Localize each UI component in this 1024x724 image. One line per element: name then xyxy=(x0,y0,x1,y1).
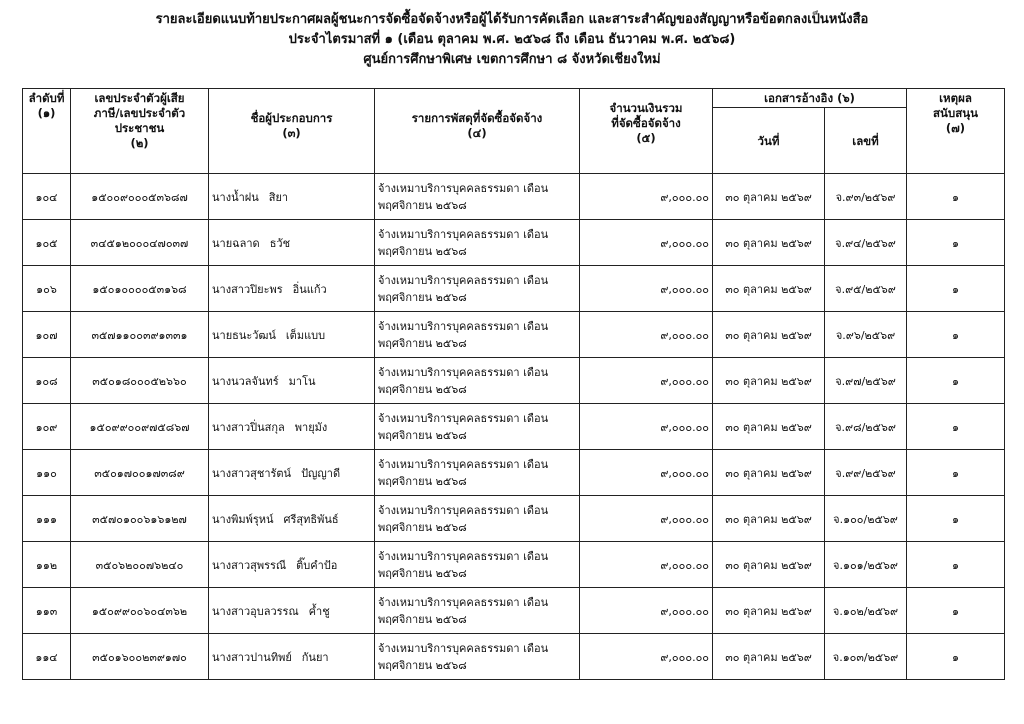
table-row xyxy=(23,588,1005,634)
vendor-last-name: อิ่นแก้ว xyxy=(292,282,327,296)
header-amount: จำนวนเงินรวม ที่จัดซื้อจัดจ้าง (๕) xyxy=(580,89,713,174)
item-line-1: จ้างเหมาบริการบุคคลธรรมดา เดือน xyxy=(378,181,549,195)
amount: ๙,๐๐๐.๐๐ xyxy=(580,450,713,496)
vendor-last-name: สิยา xyxy=(268,190,289,204)
reference-number: จ.๑๐๓/๒๕๖๙ xyxy=(825,634,907,680)
item-line-1: จ้างเหมาบริการบุคคลธรรมดา เดือน xyxy=(378,411,549,425)
amount: ๙,๐๐๐.๐๐ xyxy=(580,588,713,634)
vendor-name xyxy=(209,174,375,220)
title-line-1: รายละเอียดแนบท้ายประกาศผลผู้ชนะการจัดซื้อจัดจ้างหรือผู้ได้รับการคัดเลือก และสาระสำคัญของสัญญาหรือข้อตกลงเป็นหนังสือ xyxy=(155,12,869,27)
document-heading xyxy=(0,10,1024,70)
item-line-2: พฤศจิกายน ๒๕๖๘ xyxy=(378,290,467,304)
vendor-name xyxy=(209,542,375,588)
table-row xyxy=(23,358,1005,404)
vendor-last-name: ปัญญาดี xyxy=(301,466,341,480)
vendor-first-name: นายธนะวัฒน์ xyxy=(212,328,276,342)
reason-code: ๑ xyxy=(907,266,1005,312)
reference-number: จ.๑๐๐/๒๕๖๙ xyxy=(825,496,907,542)
vendor-first-name: นางสาวสุพรรณี xyxy=(212,558,287,572)
procurement-item xyxy=(375,312,580,358)
row-number: ๑๐๘ xyxy=(23,358,71,404)
tax-id: ๓๕๐๑๘๐๐๐๕๒๖๖๐ xyxy=(71,358,209,404)
reason-code: ๑ xyxy=(907,358,1005,404)
vendor-name xyxy=(209,588,375,634)
item-line-2: พฤศจิกายน ๒๕๖๘ xyxy=(378,612,467,626)
row-number: ๑๑๓ xyxy=(23,588,71,634)
row-number: ๑๐๕ xyxy=(23,220,71,266)
amount: ๙,๐๐๐.๐๐ xyxy=(580,174,713,220)
reason-code: ๑ xyxy=(907,404,1005,450)
reference-number: จ.๙๙/๒๕๖๙ xyxy=(825,450,907,496)
vendor-name xyxy=(209,496,375,542)
reference-date: ๓๐ ตุลาคม ๒๕๖๙ xyxy=(713,634,825,680)
vendor-last-name: พายุมัง xyxy=(294,420,328,434)
header-ref-no: เลขที่ xyxy=(825,108,907,174)
table-row xyxy=(23,266,1005,312)
item-line-2: พฤศจิกายน ๒๕๖๘ xyxy=(378,198,467,212)
vendor-name xyxy=(209,404,375,450)
vendor-last-name: กันยา xyxy=(301,650,329,664)
row-number: ๑๐๗ xyxy=(23,312,71,358)
vendor-first-name: นางพิมพ์รุหน์ xyxy=(212,512,274,526)
amount: ๙,๐๐๐.๐๐ xyxy=(580,358,713,404)
vendor-last-name: ติ๊บคำปัอ xyxy=(296,558,338,572)
tax-id: ๓๔๕๑๒๐๐๐๔๗๐๓๗ xyxy=(71,220,209,266)
tax-id: ๑๕๐๑๐๐๐๐๕๓๑๖๘ xyxy=(71,266,209,312)
procurement-item xyxy=(375,266,580,312)
reference-number: จ.๙๓/๒๕๖๙ xyxy=(825,174,907,220)
reason-code: ๑ xyxy=(907,220,1005,266)
procurement-item xyxy=(375,634,580,680)
vendor-last-name: ศรีสุทธิพันธ์ xyxy=(283,512,339,526)
reference-date: ๓๐ ตุลาคม ๒๕๖๙ xyxy=(713,220,825,266)
tax-id: ๓๕๐๖๒๐๐๗๖๒๔๐ xyxy=(71,542,209,588)
reference-number: จ.๙๗/๒๕๖๙ xyxy=(825,358,907,404)
reason-code: ๑ xyxy=(907,634,1005,680)
row-number: ๑๑๐ xyxy=(23,450,71,496)
vendor-first-name: นางสาวสุชารัตน์ xyxy=(212,466,292,480)
procurement-table xyxy=(22,88,1005,680)
procurement-item xyxy=(375,404,580,450)
item-line-2: พฤศจิกายน ๒๕๖๘ xyxy=(378,474,467,488)
amount: ๙,๐๐๐.๐๐ xyxy=(580,312,713,358)
item-line-2: พฤศจิกายน ๒๕๖๘ xyxy=(378,244,467,258)
item-line-1: จ้างเหมาบริการบุคคลธรรมดา เดือน xyxy=(378,365,549,379)
amount: ๙,๐๐๐.๐๐ xyxy=(580,496,713,542)
title-line-2: ประจำไตรมาสที่ ๑ (เดือน ตุลาคม พ.ศ. ๒๕๖๘ ถึง เดือน ธันวาคม พ.ศ. ๒๕๖๘) xyxy=(288,32,736,47)
procurement-item xyxy=(375,496,580,542)
reference-date: ๓๐ ตุลาคม ๒๕๖๙ xyxy=(713,358,825,404)
vendor-first-name: นางนวลจันทร์ xyxy=(212,374,279,388)
reference-date: ๓๐ ตุลาคม ๒๕๖๙ xyxy=(713,450,825,496)
procurement-item xyxy=(375,450,580,496)
vendor-last-name: เต็มแบบ xyxy=(285,328,326,342)
amount: ๙,๐๐๐.๐๐ xyxy=(580,404,713,450)
reference-date: ๓๐ ตุลาคม ๒๕๖๙ xyxy=(713,496,825,542)
title-line-3: ศูนย์การศึกษาพิเศษ เขตการศึกษา ๘ จังหวัดเชียงใหม่ xyxy=(363,52,661,67)
table-row xyxy=(23,220,1005,266)
item-line-2: พฤศจิกายน ๒๕๖๘ xyxy=(378,520,467,534)
procurement-item xyxy=(375,174,580,220)
amount: ๙,๐๐๐.๐๐ xyxy=(580,634,713,680)
vendor-first-name: นายฉลาด xyxy=(212,236,260,250)
tax-id: ๓๕๗๐๑๐๐๖๑๖๑๒๗ xyxy=(71,496,209,542)
table-row xyxy=(23,634,1005,680)
vendor-name xyxy=(209,358,375,404)
reference-number: จ.๑๐๑/๒๕๖๙ xyxy=(825,542,907,588)
item-line-1: จ้างเหมาบริการบุคคลธรรมดา เดือน xyxy=(378,549,549,563)
reason-code: ๑ xyxy=(907,174,1005,220)
vendor-first-name: นางน้ำฝน xyxy=(212,190,259,204)
item-line-1: จ้างเหมาบริการบุคคลธรรมดา เดือน xyxy=(378,641,549,655)
table-header xyxy=(23,89,1005,174)
header-item: รายการพัสดุที่จัดซื้อจัดจ้าง (๔) xyxy=(375,89,580,174)
reference-number: จ.๙๕/๒๕๖๙ xyxy=(825,266,907,312)
reason-code: ๑ xyxy=(907,542,1005,588)
amount: ๙,๐๐๐.๐๐ xyxy=(580,542,713,588)
reference-number: จ.๑๐๒/๒๕๖๙ xyxy=(825,588,907,634)
vendor-first-name: นางสาวปิยะพร xyxy=(212,282,283,296)
table-row xyxy=(23,404,1005,450)
row-number: ๑๐๖ xyxy=(23,266,71,312)
procurement-item xyxy=(375,220,580,266)
reference-number: จ.๙๖/๒๕๖๙ xyxy=(825,312,907,358)
tax-id: ๓๕๐๑๗๐๐๑๗๓๘๙ xyxy=(71,450,209,496)
amount: ๙,๐๐๐.๐๐ xyxy=(580,266,713,312)
table-body xyxy=(23,174,1005,680)
tax-id: ๑๕๐๐๙๐๐๐๕๓๖๘๗ xyxy=(71,174,209,220)
table-row xyxy=(23,450,1005,496)
header-no: ลำดับที่ (๑) xyxy=(23,89,71,174)
item-line-2: พฤศจิกายน ๒๕๖๘ xyxy=(378,428,467,442)
procurement-item xyxy=(375,358,580,404)
reason-code: ๑ xyxy=(907,450,1005,496)
header-reason: เหตุผล สนับสนุน (๗) xyxy=(907,89,1005,174)
reference-date: ๓๐ ตุลาคม ๒๕๖๙ xyxy=(713,404,825,450)
header-tax-id: เลขประจำตัวผู้เสีย ภาษี/เลขประจำตัว ประชาชน (๒) xyxy=(71,89,209,174)
row-number: ๑๑๑ xyxy=(23,496,71,542)
procurement-item xyxy=(375,588,580,634)
vendor-name xyxy=(209,266,375,312)
item-line-2: พฤศจิกายน ๒๕๖๘ xyxy=(378,336,467,350)
reference-date: ๓๐ ตุลาคม ๒๕๖๙ xyxy=(713,588,825,634)
procurement-item xyxy=(375,542,580,588)
tax-id: ๑๕๐๙๙๐๐๖๐๔๓๖๒ xyxy=(71,588,209,634)
reference-date: ๓๐ ตุลาคม ๒๕๖๙ xyxy=(713,542,825,588)
tax-id: ๑๕๐๙๙๐๐๙๗๕๘๖๗ xyxy=(71,404,209,450)
item-line-1: จ้างเหมาบริการบุคคลธรรมดา เดือน xyxy=(378,503,549,517)
item-line-1: จ้างเหมาบริการบุคคลธรรมดา เดือน xyxy=(378,273,549,287)
vendor-name xyxy=(209,634,375,680)
tax-id: ๓๕๗๑๑๐๐๓๙๑๓๓๑ xyxy=(71,312,209,358)
vendor-last-name: ค้ำชู xyxy=(308,604,330,618)
vendor-first-name: นางสาวปิ่นสกุล xyxy=(212,420,285,434)
table-row xyxy=(23,174,1005,220)
reference-date: ๓๐ ตุลาคม ๒๕๖๙ xyxy=(713,174,825,220)
item-line-1: จ้างเหมาบริการบุคคลธรรมดา เดือน xyxy=(378,227,549,241)
header-ref-date: วันที่ xyxy=(713,108,825,174)
vendor-name xyxy=(209,312,375,358)
reason-code: ๑ xyxy=(907,312,1005,358)
vendor-last-name: ธวัช xyxy=(269,236,291,250)
row-number: ๑๑๔ xyxy=(23,634,71,680)
table-row xyxy=(23,312,1005,358)
vendor-name xyxy=(209,220,375,266)
amount: ๙,๐๐๐.๐๐ xyxy=(580,220,713,266)
item-line-1: จ้างเหมาบริการบุคคลธรรมดา เดือน xyxy=(378,319,549,333)
tax-id: ๓๕๐๑๖๐๐๒๓๙๑๗๐ xyxy=(71,634,209,680)
reference-number: จ.๙๘/๒๕๖๙ xyxy=(825,404,907,450)
vendor-first-name: นางสาวอุบลวรรณ xyxy=(212,604,299,618)
item-line-2: พฤศจิกายน ๒๕๖๘ xyxy=(378,658,467,672)
vendor-last-name: มาโน xyxy=(288,374,316,388)
row-number: ๑๐๔ xyxy=(23,174,71,220)
item-line-2: พฤศจิกายน ๒๕๖๘ xyxy=(378,566,467,580)
reference-number: จ.๙๔/๒๕๖๙ xyxy=(825,220,907,266)
reference-date: ๓๐ ตุลาคม ๒๕๖๙ xyxy=(713,312,825,358)
header-vendor: ชื่อผู้ประกอบการ (๓) xyxy=(209,89,375,174)
header-reference-docs: เอกสารอ้างอิง (๖) xyxy=(713,89,907,108)
vendor-first-name: นางสาวปานทิพย์ xyxy=(212,650,292,664)
reason-code: ๑ xyxy=(907,496,1005,542)
item-line-1: จ้างเหมาบริการบุคคลธรรมดา เดือน xyxy=(378,457,549,471)
reference-date: ๓๐ ตุลาคม ๒๕๖๙ xyxy=(713,266,825,312)
table-row xyxy=(23,542,1005,588)
item-line-1: จ้างเหมาบริการบุคคลธรรมดา เดือน xyxy=(378,595,549,609)
reason-code: ๑ xyxy=(907,588,1005,634)
vendor-name xyxy=(209,450,375,496)
item-line-2: พฤศจิกายน ๒๕๖๘ xyxy=(378,382,467,396)
row-number: ๑๐๙ xyxy=(23,404,71,450)
table-row xyxy=(23,496,1005,542)
row-number: ๑๑๒ xyxy=(23,542,71,588)
